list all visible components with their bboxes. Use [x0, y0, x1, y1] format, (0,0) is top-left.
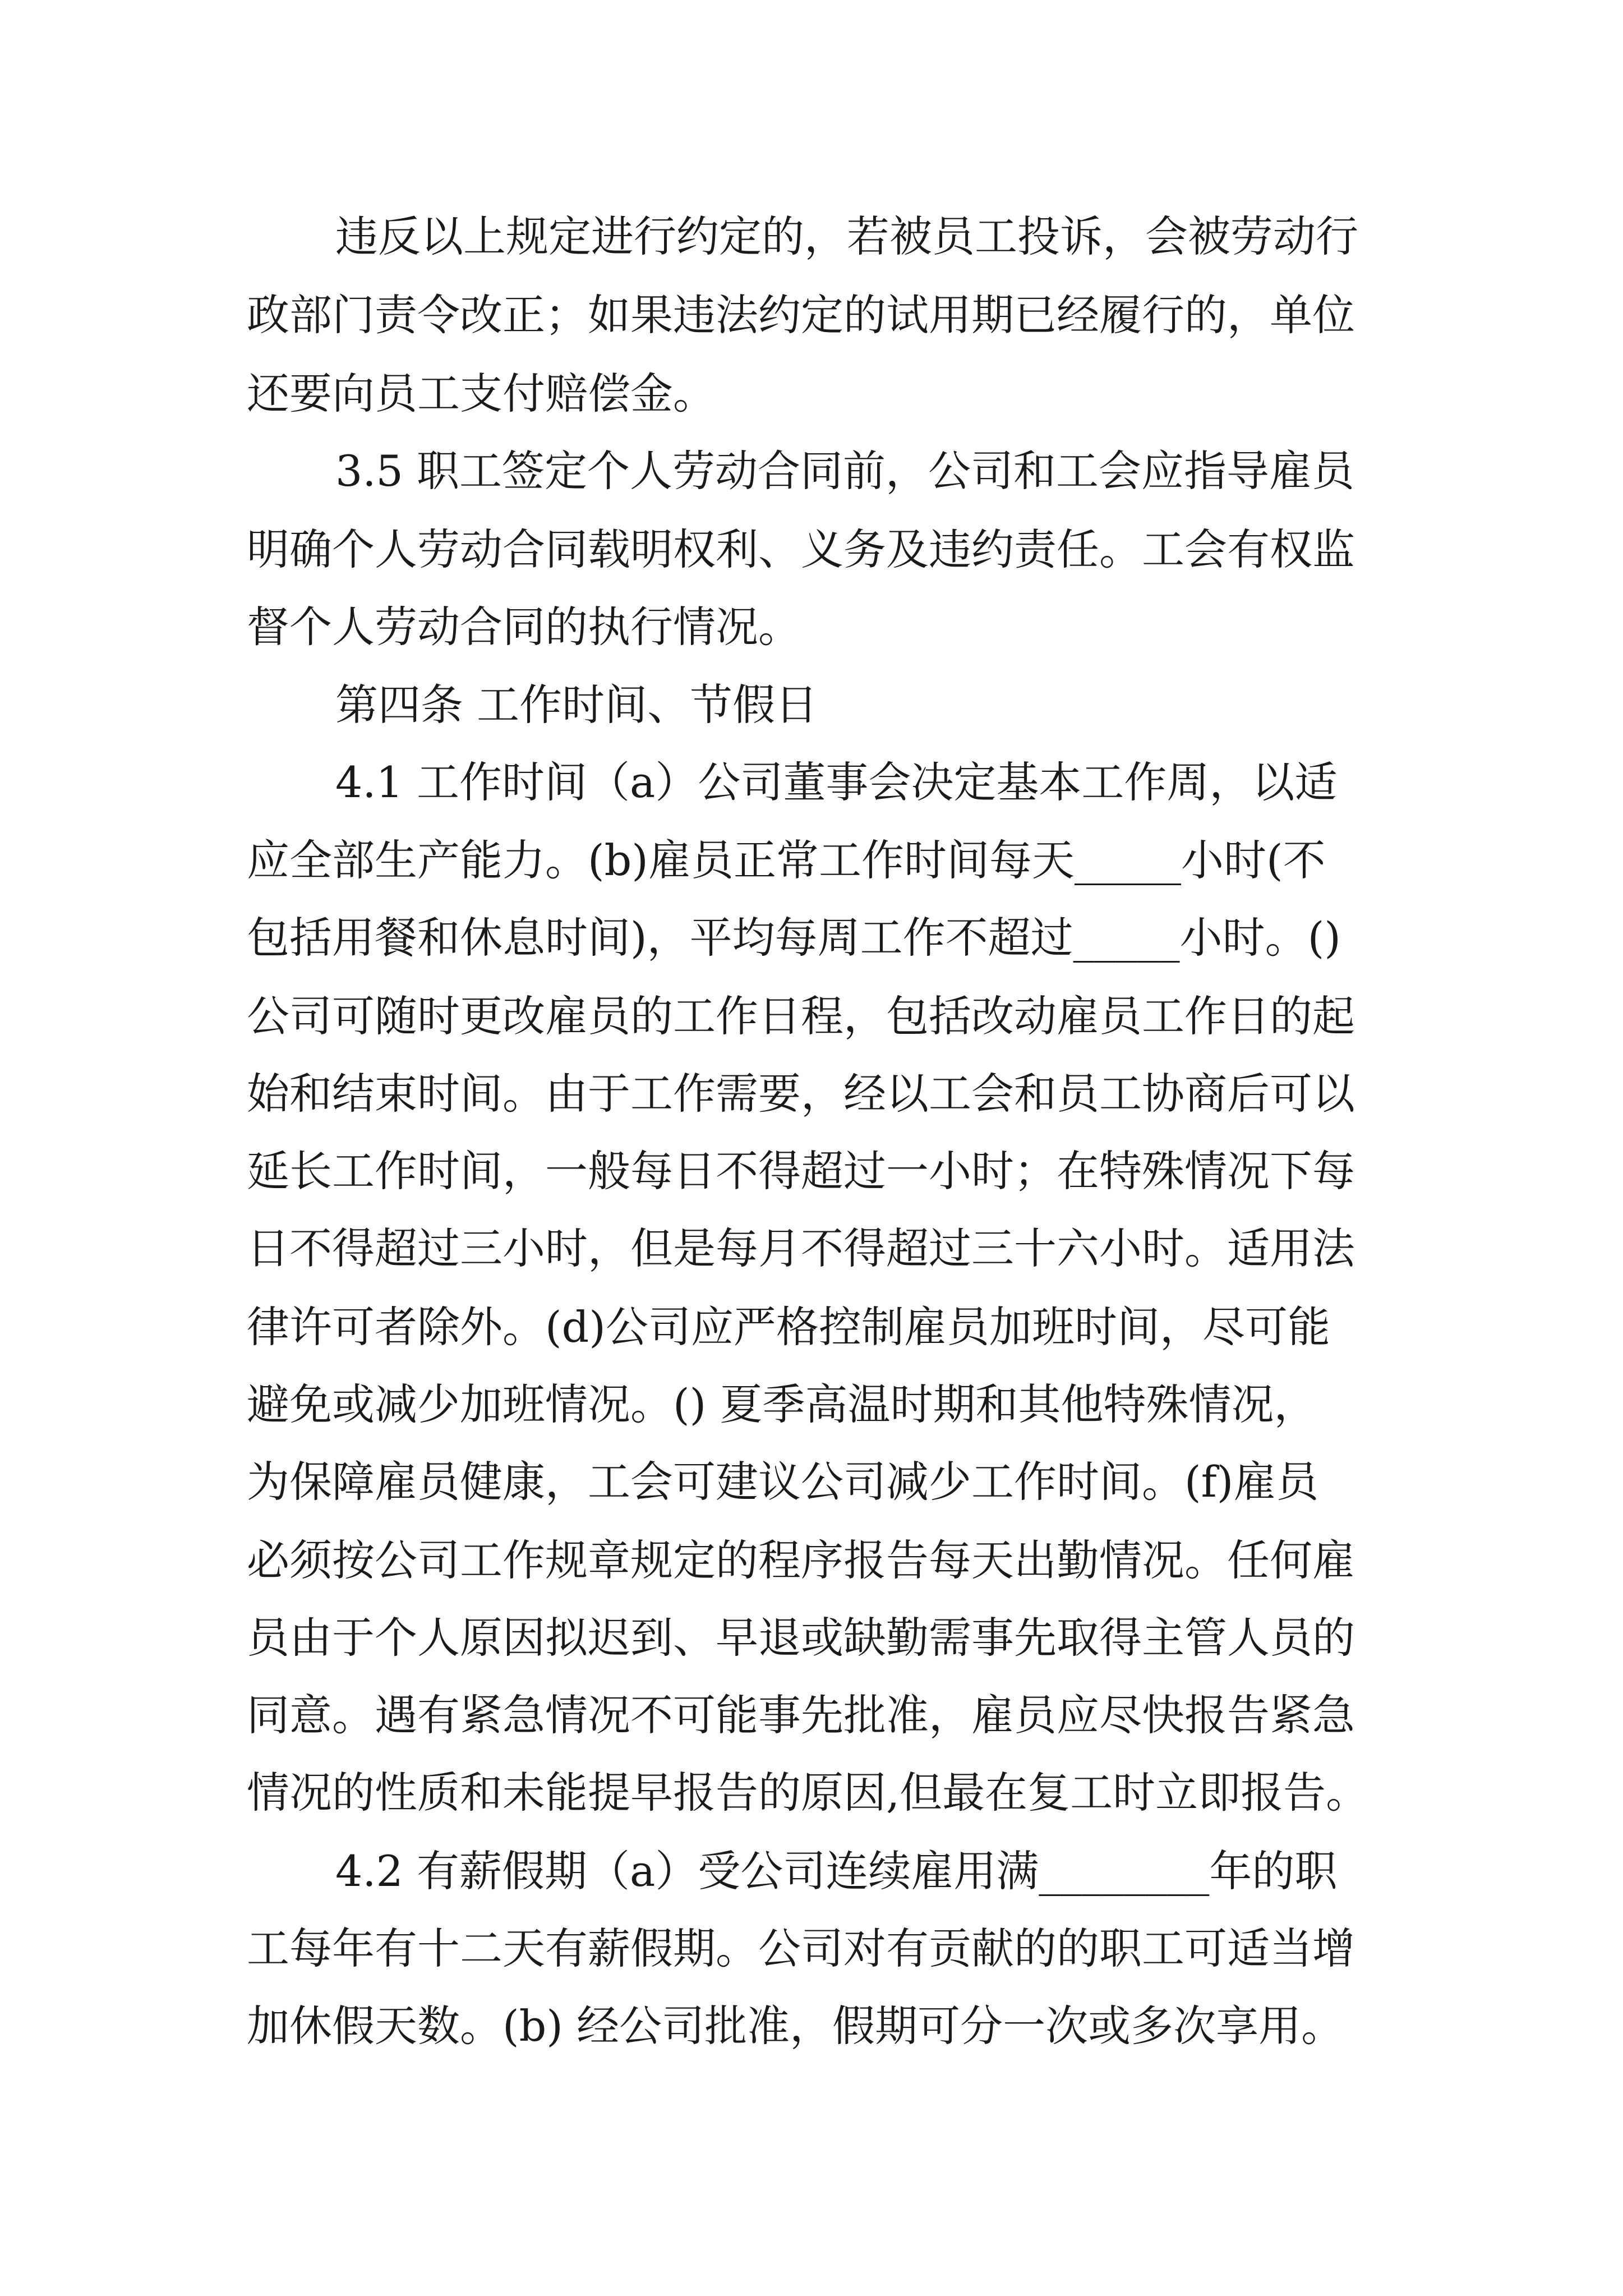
text-line: 律许可者除外。(d)公司应严格控制雇员加班时间，尽可能	[247, 1302, 1330, 1352]
text-line: 日不得超过三小时，但是每月不得超过三十六小时。适用法	[247, 1223, 1355, 1273]
text-line: 包括用餐和休息时间)，平均每周工作不超过_____小时。()	[247, 913, 1341, 963]
text-line: 还要向员工支付赔偿金。	[247, 369, 716, 418]
text-line: 情况的性质和未能提早报告的原因,但最在复工时立即报告。	[247, 1768, 1369, 1818]
text-line: 为保障雇员健康，工会可建议公司减少工作时间。(f)雇员	[247, 1457, 1319, 1507]
section-heading: 第四条 工作时间、节假日	[335, 680, 818, 730]
text-line: 员由于个人原因拟迟到、早退或缺勤需事先取得主管人员的	[247, 1613, 1355, 1663]
text-line: 工每年有十二天有薪假期。公司对有贡献的的职工可适当增	[247, 1924, 1355, 1973]
text-line: 4.2 有薪假期（a）受公司连续雇用满________年的职	[335, 1846, 1338, 1896]
text-line: 延长工作时间，一般每日不得超过一小时；在特殊情况下每	[247, 1146, 1355, 1196]
text-line: 3.5 职工签定个人劳动合同前，公司和工会应指导雇员	[335, 446, 1355, 496]
text-line: 必须按公司工作规章规定的程序报告每天出勤情况。任何雇	[247, 1535, 1355, 1585]
text-line: 避免或减少加班情况。() 夏季高温时期和其他特殊情况，	[247, 1379, 1317, 1429]
text-line: 加休假天数。(b) 经公司批准，假期可分一次或多次享用。	[247, 2001, 1344, 2051]
text-line: 始和结束时间。由于工作需要，经以工会和员工协商后可以	[247, 1069, 1355, 1119]
text-line: 政部门责令改正；如果违法约定的试用期已经履行的，单位	[247, 290, 1355, 340]
text-line: 同意。遇有紧急情况不可能事先批准，雇员应尽快报告紧急	[247, 1690, 1355, 1740]
text-line: 督个人劳动合同的执行情况。	[247, 602, 801, 652]
text-line: 应全部生产能力。(b)雇员正常工作时间每天_____小时(不	[247, 835, 1326, 885]
text-line: 公司可随时更改雇员的工作日程，包括改动雇员工作日的起	[247, 991, 1355, 1041]
text-line: 明确个人劳动合同载明权利、义务及违约责任。工会有权监	[247, 524, 1355, 574]
text-line: 4.1 工作时间（a）公司董事会决定基本工作周，以适	[335, 757, 1338, 807]
text-line: 违反以上规定进行约定的，若被员工投诉，会被劳动行	[335, 211, 1358, 261]
